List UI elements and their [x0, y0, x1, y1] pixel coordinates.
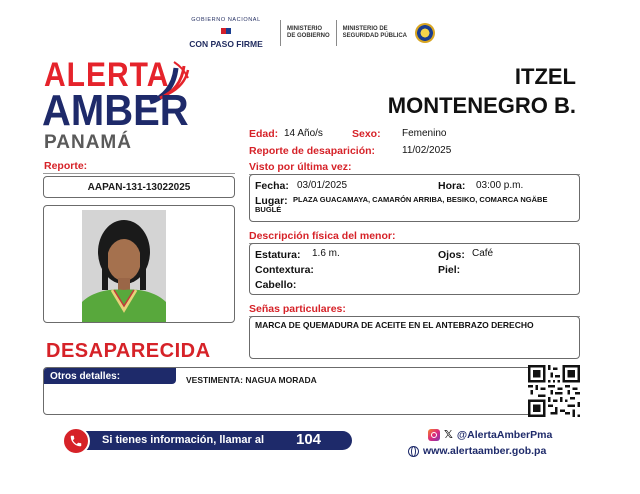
- otros-detalles-value: VESTIMENTA: NAGUA MORADA: [186, 375, 317, 385]
- social-links: [428, 428, 552, 441]
- first-name: ITZEL: [514, 64, 576, 89]
- phone-number[interactable]: 104: [296, 431, 322, 448]
- missing-person-photo: [82, 210, 166, 322]
- hora-value: 03:00 p.m.: [476, 180, 524, 191]
- fecha-label: Fecha:: [255, 180, 289, 192]
- instagram-icon[interactable]: [428, 429, 440, 441]
- lugar-label: Lugar:: [255, 195, 288, 207]
- ministry-seguridad-line1: MINISTERIO DE: [342, 26, 388, 33]
- photo-frame: [43, 205, 235, 323]
- ojos-label: Ojos:: [438, 249, 465, 261]
- call-text: Si tienes información, llamar al: [102, 434, 264, 446]
- contextura-label: Contextura:: [255, 264, 314, 276]
- qr-code[interactable]: [528, 365, 580, 417]
- piel-label: Piel:: [438, 264, 461, 276]
- hora-label: Hora:: [438, 180, 466, 192]
- logo-alerta: ALERTA: [44, 56, 170, 94]
- descripcion-title: Descripción física del menor:: [249, 230, 396, 242]
- otros-detalles-label: Otros detalles:: [44, 368, 176, 384]
- call-banner: [62, 427, 352, 453]
- ministry-seal-icon: [415, 23, 435, 43]
- gov-line2: CON PASO FIRME: [189, 39, 263, 49]
- senas-value: MARCA DE QUEMADURA DE ACEITE EN EL ANTEBRAZO DERECHO: [255, 320, 534, 330]
- panama-flag-icon: [221, 28, 231, 34]
- ministry-gobierno-line2: DE GOBIERNO: [287, 33, 330, 39]
- gov-brand: [178, 18, 274, 49]
- divider: [43, 173, 235, 174]
- senas-title: Señas particulares:: [249, 303, 346, 315]
- edad-label: Edad:: [249, 128, 279, 140]
- government-header: [178, 18, 448, 48]
- gov-line1: GOBIERNO NACIONAL: [191, 16, 261, 23]
- estatura-value: 1.6 m.: [312, 248, 340, 259]
- visto-title: Visto por última vez:: [249, 161, 352, 173]
- reporte-code: AAPAN-131-13022025: [87, 181, 191, 193]
- estatura-label: Estatura:: [255, 249, 301, 261]
- divider: [280, 20, 281, 46]
- website-url[interactable]: www.alertaamber.gob.pa: [423, 445, 547, 457]
- descripcion-box: [249, 243, 580, 295]
- reporte-desaparicion-value: 11/02/2025: [402, 145, 452, 156]
- senas-box: [249, 316, 580, 359]
- portrait-image: [82, 210, 166, 322]
- phone-glyph-icon: [69, 434, 83, 448]
- ministry-seguridad: [343, 26, 407, 40]
- fecha-value: 03/01/2025: [297, 180, 348, 191]
- phone-icon: [62, 427, 90, 455]
- last-name: MONTENEGRO B.: [387, 93, 576, 118]
- ministry-gobierno-line1: MINISTERIO: [287, 26, 323, 33]
- reporte-desaparicion-label: Reporte de desaparición:: [249, 145, 376, 157]
- social-handle[interactable]: @AlertaAmberPma: [456, 428, 553, 441]
- ministry-gobierno: [287, 26, 330, 40]
- divider: [336, 20, 337, 46]
- visto-box: [249, 174, 580, 222]
- ojos-value: Café: [472, 248, 494, 259]
- edad-value: 14 Año/s: [284, 128, 323, 139]
- logo-amber: AMBER: [42, 87, 189, 135]
- ministry-seguridad-line2: SEGURIDAD PÚBLICA: [342, 33, 408, 39]
- website-link: [408, 445, 546, 457]
- sexo-value: Femenino: [402, 128, 447, 139]
- reporte-code-box: [43, 176, 235, 198]
- logo-country: PANAMÁ: [44, 132, 132, 153]
- sexo-label: Sexo:: [352, 128, 381, 140]
- globe-icon: [408, 446, 419, 457]
- reporte-label: Reporte:: [44, 160, 88, 172]
- cabello-label: Cabello:: [255, 279, 297, 291]
- lugar-value: PLAZA GUACAMAYA, CAMARÓN ARRIBA, BESIKO, COMARCA NGÄBE BUGLÉ: [255, 195, 548, 214]
- otros-detalles-box: [43, 367, 536, 415]
- alerta-amber-logo: [40, 56, 190, 156]
- x-twitter-icon[interactable]: 𝕏: [444, 429, 453, 441]
- status-badge: DESAPARECIDA: [46, 340, 211, 362]
